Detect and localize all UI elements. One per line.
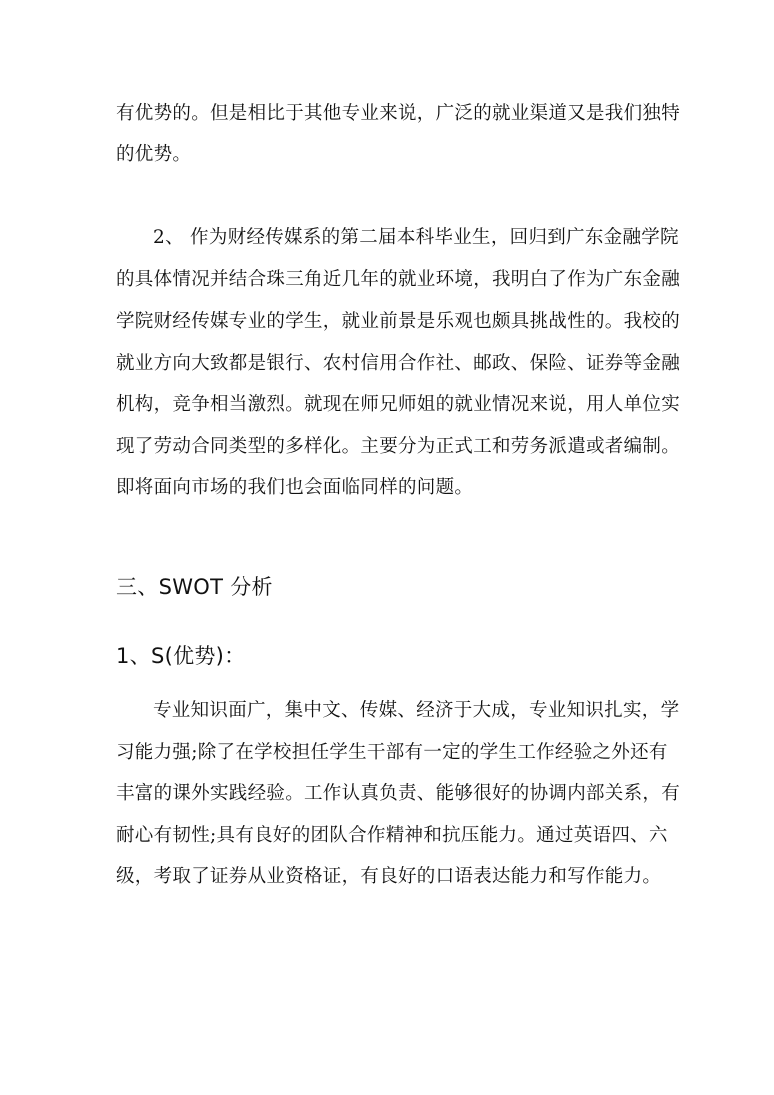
section-heading: 三、SWOT 分析: [116, 575, 273, 599]
paragraph-line: 就业方向大致都是银行、农村信用合作社、邮政、保险、证券等金融: [116, 353, 681, 374]
subsection-heading: 1、S(优势)：: [116, 644, 246, 668]
paragraph-line: 2、 作为财经传媒系的第二届本科毕业生，回归到广东金融学院: [153, 227, 679, 248]
paragraph-line: 即将面向市场的我们也会面临同样的问题。: [116, 477, 474, 498]
paragraph-line: 耐心有韧性;具有良好的团队合作精神和抗压能力。通过英语四、六: [116, 825, 668, 846]
paragraph-line: 级，考取了证券从业资格证，有良好的口语表达能力和写作能力。: [116, 866, 662, 887]
paragraph-line: 的具体情况并结合珠三角近几年的就业环境，我明白了作为广东金融: [116, 269, 681, 290]
paragraph-line: 机构，竞争相当激烈。就现在师兄师姐的就业情况来说，用人单位实: [116, 394, 681, 415]
paragraph-line: 有优势的。但是相比于其他专业来说，广泛的就业渠道又是我们独特: [116, 103, 681, 124]
paragraph-line: 习能力强;除了在学校担任学生干部有一定的学生工作经验之外还有: [116, 742, 668, 763]
paragraph-line: 的优势。: [116, 144, 192, 165]
paragraph-line: 专业知识面广，集中文、传媒、经济于大成，专业知识扎实，学: [153, 700, 680, 721]
paragraph-line: 丰富的课外实践经验。工作认真负责、能够很好的协调内部关系，有: [116, 783, 681, 804]
paragraph-line: 现了劳动合同类型的多样化。主要分为正式工和劳务派遣或者编制。: [116, 436, 681, 457]
paragraph-line: 学院财经传媒专业的学生，就业前景是乐观也颇具挑战性的。我校的: [116, 311, 681, 332]
